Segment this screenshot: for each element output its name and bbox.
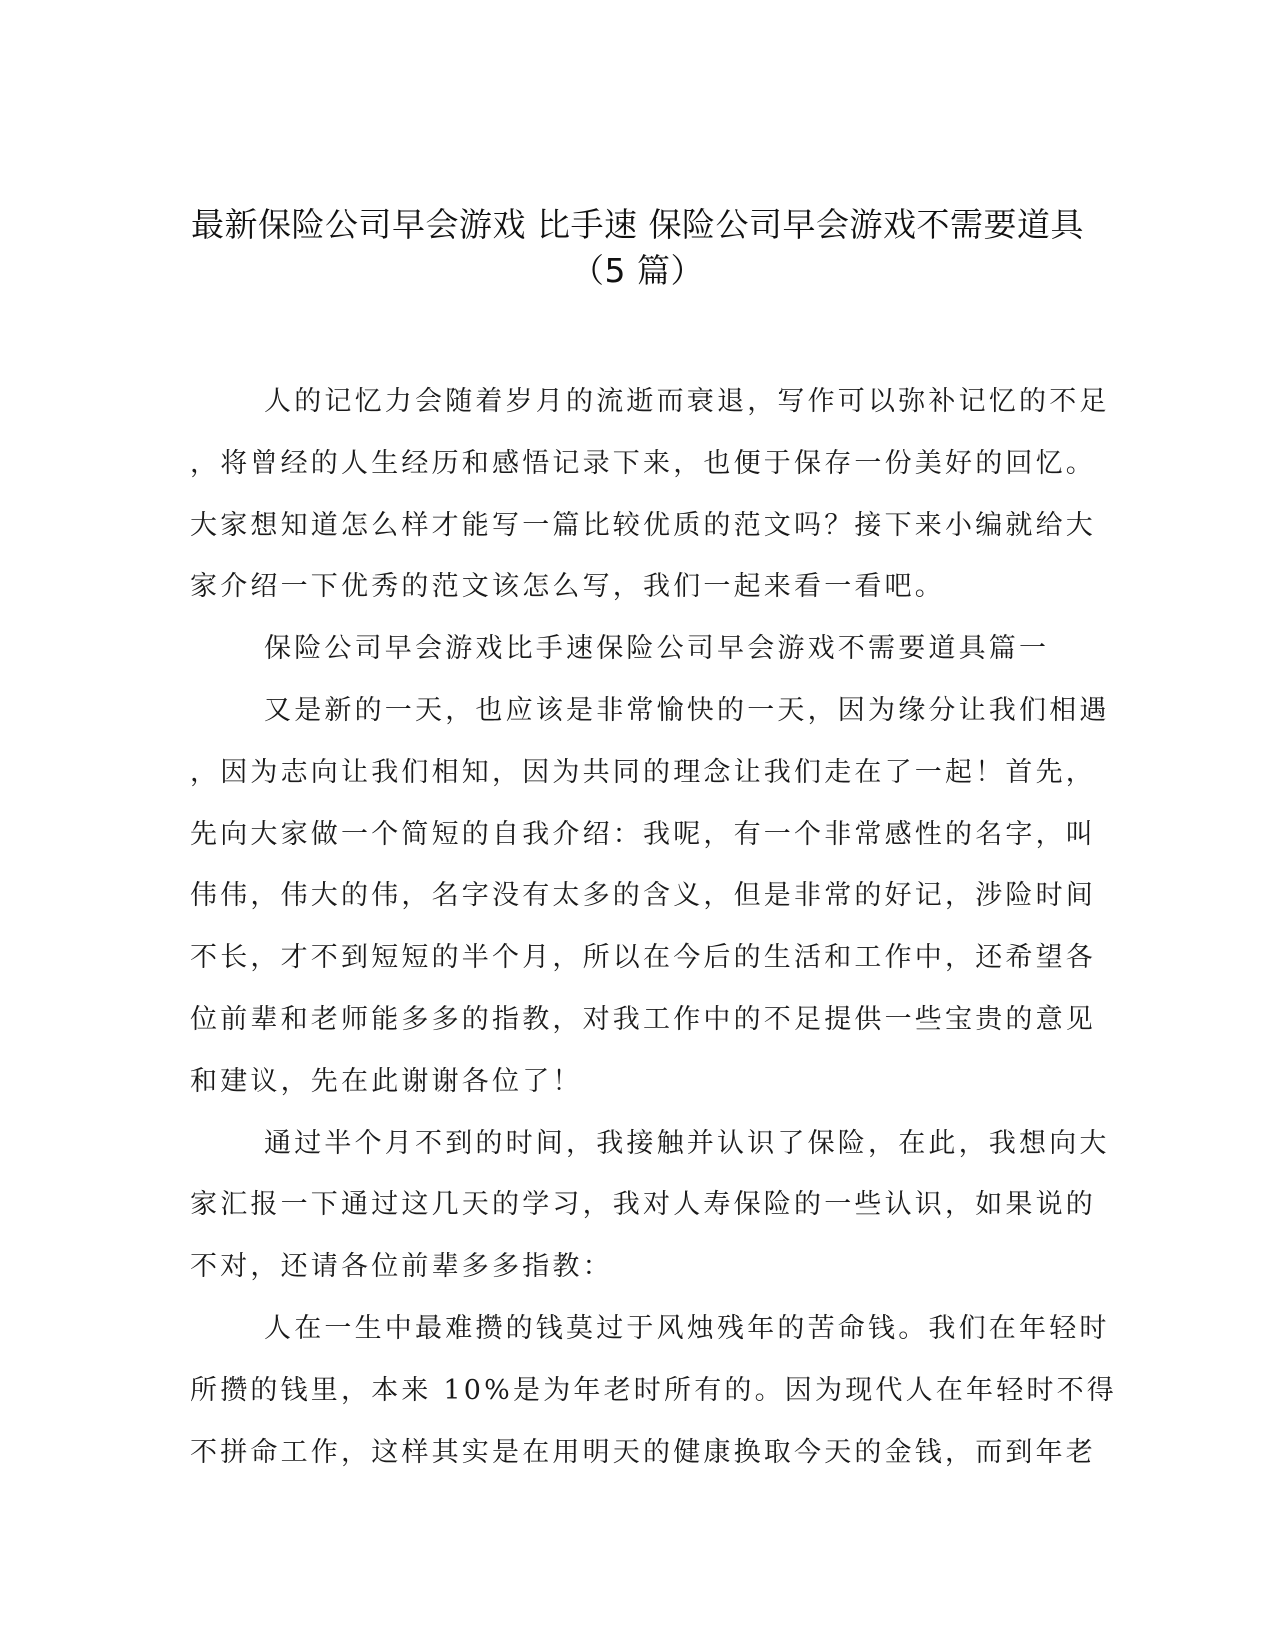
paragraph-line: ，将曾经的人生经历和感悟记录下来，也便于保存一份美好的回忆。 (190, 447, 1096, 479)
paragraph-line: 人的记忆力会随着岁月的流逝而衰退，写作可以弥补记忆的不足 (264, 386, 1110, 417)
document-body (190, 371, 1117, 1483)
paragraph-line: 不对，还请各位前辈多多指教： (190, 1251, 613, 1283)
paragraph-line: 大家想知道怎么样才能写一篇比较优质的范文吗？接下来小编就给大 (190, 509, 1096, 541)
paragraph-line: 通过半个月不到的时间，我接触并认识了保险，在此，我想向大 (264, 1127, 1110, 1159)
paragraph-line: 先向大家做一个简短的自我介绍：我呢，有一个非常感性的名字，叫 (190, 818, 1096, 850)
section-heading: 保险公司早会游戏比手速保险公司早会游戏不需要道具篇一 (264, 633, 1050, 665)
paragraph-line: ，因为志向让我们相知，因为共同的理念让我们走在了一起！首先， (190, 756, 1096, 788)
paragraph-line: 所攒的钱里，本来 10%是为年老时所有的。因为现代人在年轻时不得 (190, 1374, 1117, 1406)
paragraph-line: 不拼命工作，这样其实是在用明天的健康换取今天的金钱，而到年老 (190, 1436, 1096, 1468)
paragraph-line: 家汇报一下通过这几天的学习，我对人寿保险的一些认识，如果说的 (190, 1189, 1096, 1221)
paragraph-line: 家介绍一下优秀的范文该怎么写，我们一起来看一看吧。 (190, 571, 945, 603)
paragraph-line: 伟伟，伟大的伟，名字没有太多的含义，但是非常的好记，涉险时间 (190, 880, 1096, 912)
paragraph-line: 人在一生中最难攒的钱莫过于风烛残年的苦命钱。我们在年轻时 (264, 1312, 1110, 1344)
paragraph-line: 和建议，先在此谢谢各位了！ (190, 1065, 583, 1097)
paragraph-line: 又是新的一天，也应该是非常愉快的一天，因为缘分让我们相遇 (264, 694, 1110, 726)
title-line-1: 最新保险公司早会游戏 比手速 保险公司早会游戏不需要道具 (191, 205, 1084, 244)
paragraph-line: 不长，才不到短短的半个月，所以在今后的生活和工作中，还希望各 (190, 942, 1096, 974)
paragraph-line: 位前辈和老师能多多的指教，对我工作中的不足提供一些宝贵的意见 (190, 1003, 1096, 1035)
document-title (150, 202, 1125, 294)
title-line-2: （5 篇） (571, 251, 704, 290)
